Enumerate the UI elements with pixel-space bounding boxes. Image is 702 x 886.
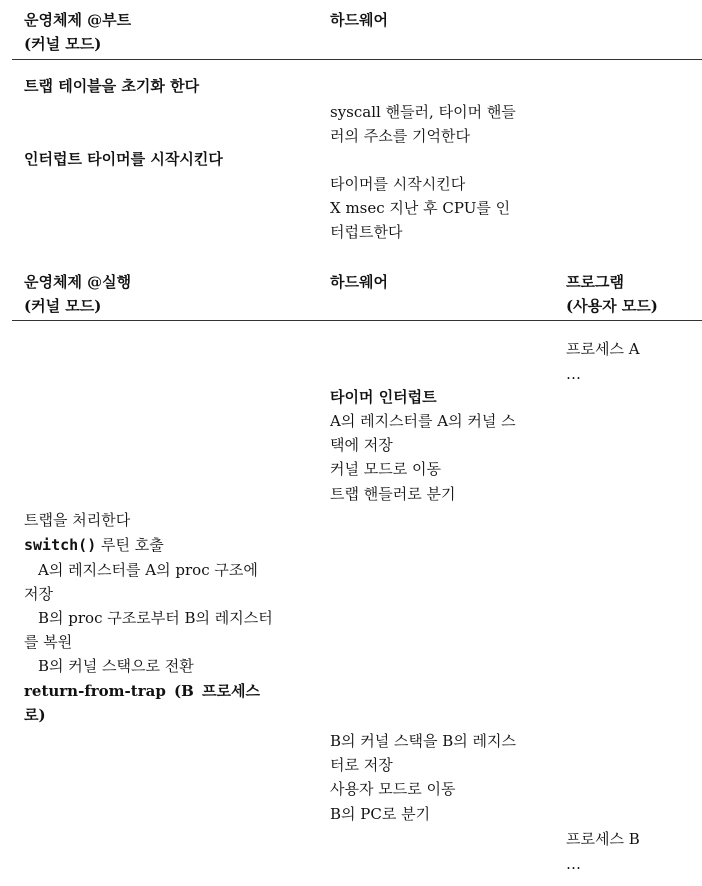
run-header-rule [12,320,702,321]
hw-timer-interrupt-title: 타이머 인터럽트 [330,388,437,406]
hw-restore-line4: B의 PC로 분기 [330,805,431,823]
boot-hw-start-timer-line3: 터럽트한다 [330,223,403,241]
os-handle-trap: 트랩을 처리한다 [24,511,131,529]
boot-hw-start-timer-line2: X msec 지난 후 CPU를 인 [330,199,511,217]
hw-timer-line2: 택에 저장 [330,436,393,454]
boot-hw-remember-handlers-line2: 러의 주소를 기억한다 [330,127,470,145]
switch-code: switch() [24,536,97,554]
hw-restore-line3: 사용자 모드로 이동 [330,780,456,798]
os-switch-b-kstack: B의 커널 스택으로 전환 [38,657,194,675]
run-hw-header: 하드웨어 [330,273,388,291]
boot-os-step-init-trap-table: 트랩 테이블을 초기화 한다 [24,77,200,95]
hw-restore-line2: 터로 저장 [330,756,393,774]
run-os-mode: (커널 모드) [24,297,102,315]
boot-os-step-start-timer: 인터럽트 타이머를 시작시킨다 [24,150,223,168]
run-prog-mode: (사용자 모드) [566,297,658,315]
hw-restore-line1: B의 커널 스택을 B의 레지스 [330,732,517,750]
os-save-a-regs-line2: 저장 [24,585,53,603]
prog-process-a-ellipsis: … [566,365,581,383]
hw-timer-line4: 트랩 핸들러로 분기 [330,485,456,503]
os-restore-b-regs-line2: 를 복원 [24,633,73,651]
os-return-from-trap-line2: 로) [24,706,46,724]
prog-process-b: 프로세스 B [566,830,640,848]
hw-timer-line1: A의 레지스터를 A의 커널 스 [330,412,516,430]
run-prog-header: 프로그램 [566,273,624,291]
boot-header-rule [12,59,702,60]
os-restore-b-regs-line1: B의 proc 구조로부터 B의 레지스터 [38,609,273,627]
run-os-header: 운영체제 @실행 [24,273,132,291]
boot-hw-start-timer-line1: 타이머를 시작시킨다 [330,175,466,193]
os-switch-call [24,533,164,557]
prog-process-a: 프로세스 A [566,340,640,358]
boot-hw-remember-handlers-line1: syscall 핸들러, 타이머 핸들 [330,103,516,121]
os-return-from-trap-line1: return-from-trap (B 프로세스 [24,682,260,700]
boot-os-header: 운영체제 @부트 [24,11,132,29]
hw-timer-line3: 커널 모드로 이동 [330,460,441,478]
boot-os-mode: (커널 모드) [24,35,102,53]
boot-hw-header: 하드웨어 [330,11,388,29]
prog-process-b-ellipsis: … [566,855,581,873]
switch-call-rest: 루틴 호출 [96,536,164,554]
os-save-a-regs-line1: A의 레지스터를 A의 proc 구조에 [38,561,258,579]
